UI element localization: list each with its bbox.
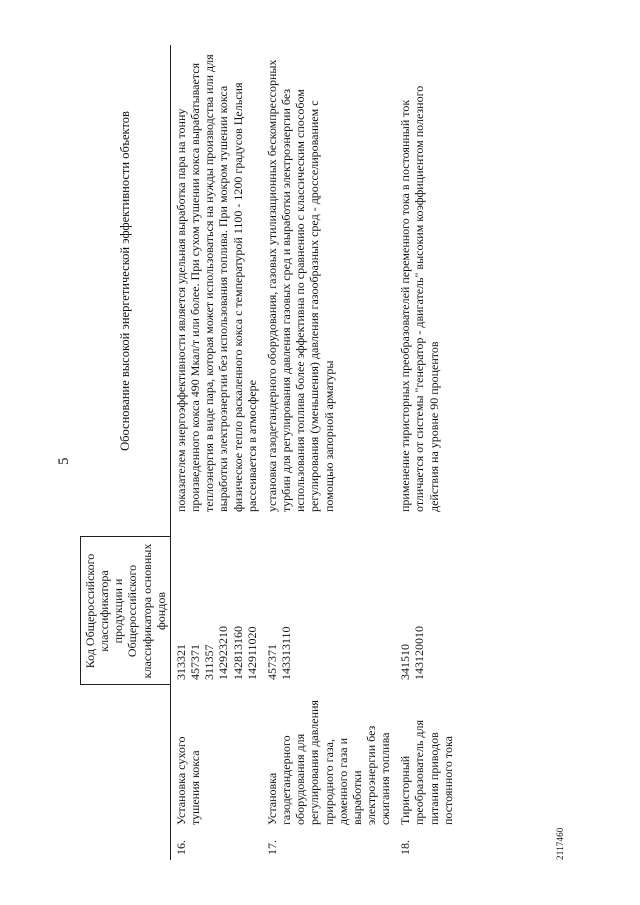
page-number: 5 bbox=[56, 457, 72, 465]
table-row bbox=[170, 45, 261, 860]
document-page bbox=[50, 45, 590, 860]
row-equipment-name: Установка газодетандерного оборудования для регулирования давления природного газа, доменного газа и выработки электроэнергии без сжигания топлива bbox=[264, 700, 393, 825]
code-item: 142813160 bbox=[230, 626, 245, 680]
row-codes bbox=[262, 537, 395, 685]
row-codes bbox=[170, 537, 261, 685]
table-row bbox=[262, 45, 395, 860]
code-item: 457371 bbox=[188, 644, 203, 680]
code-item: 457371 bbox=[264, 644, 279, 680]
row-justification: применение тиристорных преобразователей переменного тока в постоянный ток отличается от системы "генератор - двигатель" высоким коэффициентом полезного действия на уровне 90 процентов bbox=[398, 85, 441, 512]
row-justification: установка газодетандерного оборудования, газовых утилизационных бескомпрессорных турбин для регулирования давления газовых сред и выработки электроэнергии без использования топлива более эффективна по сравнению с классическим способом регулирования (уменьшения) давления газообразных сред - дросселированием с помощью запорной арматуры bbox=[264, 59, 336, 512]
row-equipment-name: Установка сухого тушения кокса bbox=[173, 736, 203, 825]
equipment-table bbox=[80, 45, 458, 860]
code-item: 341510 bbox=[398, 644, 413, 680]
row-number: 16. bbox=[173, 840, 188, 855]
row-equipment-name: Тиристорный преобразователь для питания приводов постоянного тока bbox=[398, 719, 455, 825]
header-justification-column: Обоснование высокой энергетической эффективности объектов bbox=[81, 45, 171, 517]
document-id: 2117460 bbox=[555, 827, 565, 860]
table-row bbox=[395, 45, 458, 860]
code-item: 142911020 bbox=[244, 626, 259, 680]
code-item: 311357 bbox=[202, 644, 217, 680]
row-number: 18. bbox=[398, 840, 413, 855]
header-code-column: Код Общероссийского классификатора продукции и Общероссийского классификатора основных фондов bbox=[81, 537, 171, 685]
code-item: 143120010 bbox=[412, 626, 427, 680]
code-item: 143313110 bbox=[279, 626, 294, 680]
row-number: 17. bbox=[264, 840, 279, 855]
table-header bbox=[81, 45, 171, 860]
code-item: 313321 bbox=[173, 644, 188, 680]
code-item: 142923210 bbox=[216, 626, 231, 680]
row-justification: показателем энергоэффективности является удельная выработка пара на тонну произведенного кокса 490 Мкал/т или более. При сухом тушении кокса вырабатывается теплоэнергия в виде пара, которая может использоваться на нужды производства или для выработки электроэнергии без использования топлива. При мокром тушении кокса физическое тепло раскаленного кокса с температурой 1100 - 1200 градусов Цельсия рассеивается в атмосфере bbox=[173, 54, 259, 512]
row-codes bbox=[395, 537, 458, 685]
